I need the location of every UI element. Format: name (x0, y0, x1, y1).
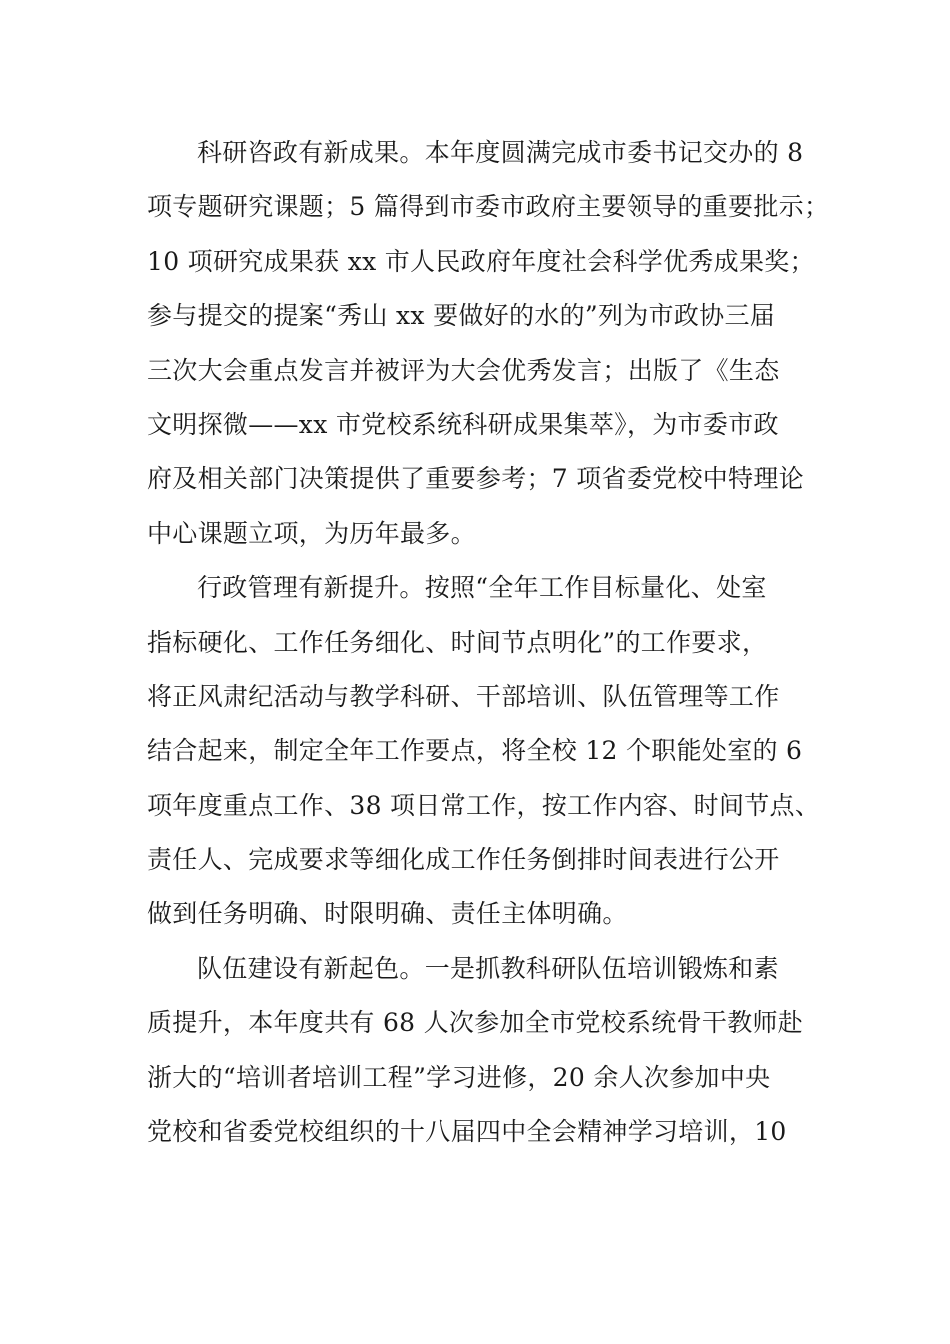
text-line: 质提升，本年度共有 68 人次参加全市党校系统骨干教师赴 (147, 1008, 804, 1038)
text-line: 文明探微——xx 市党校系统科研成果集萃》，为市委市政 (147, 409, 779, 439)
text-line: 三次大会重点发言并被评为大会优秀发言；出版了《生态 (147, 355, 780, 385)
text-line: 浙大的“培训者培训工程”学习进修，20 余人次参加中央 (147, 1062, 771, 1092)
text-line: 项专题研究课题；5 篇得到市委市政府主要领导的重要批示； (147, 192, 830, 222)
body-text (147, 126, 830, 1159)
text-line: 做到任务明确、时限明确、责任主体明确。 (147, 899, 628, 929)
text-line: 10 项研究成果获 xx 市人民政府年度社会科学优秀成果奖； (147, 246, 815, 276)
text-line: 指标硬化、工作任务细化、时间节点明化”的工作要求， (147, 627, 768, 657)
text-line: 党校和省委党校组织的十八届四中全会精神学习培训，10 (147, 1117, 787, 1147)
text-line: 府及相关部门决策提供了重要参考；7 项省委党校中特理论 (147, 464, 804, 494)
text-line: 将正风肃纪活动与教学科研、干部培训、队伍管理等工作 (147, 681, 780, 711)
text-line: 责任人、完成要求等细化成工作任务倒排时间表进行公开 (147, 845, 780, 875)
text-line: 队伍建设有新起色。一是抓教科研队伍培训锻炼和素 (197, 953, 779, 983)
text-line: 参与提交的提案“秀山 xx 要做好的水的”列为市政协三届 (147, 301, 776, 331)
text-line: 项年度重点工作、38 项日常工作，按工作内容、时间节点、 (147, 790, 821, 820)
text-line: 科研咨政有新成果。本年度圆满完成市委书记交办的 8 (197, 138, 804, 167)
text-line: 结合起来，制定全年工作要点，将全校 12 个职能处室的 6 (147, 736, 803, 766)
text-line: 行政管理有新提升。按照“全年工作目标量化、处室 (197, 573, 767, 603)
text-line: 中心课题立项，为历年最多。 (147, 518, 476, 548)
